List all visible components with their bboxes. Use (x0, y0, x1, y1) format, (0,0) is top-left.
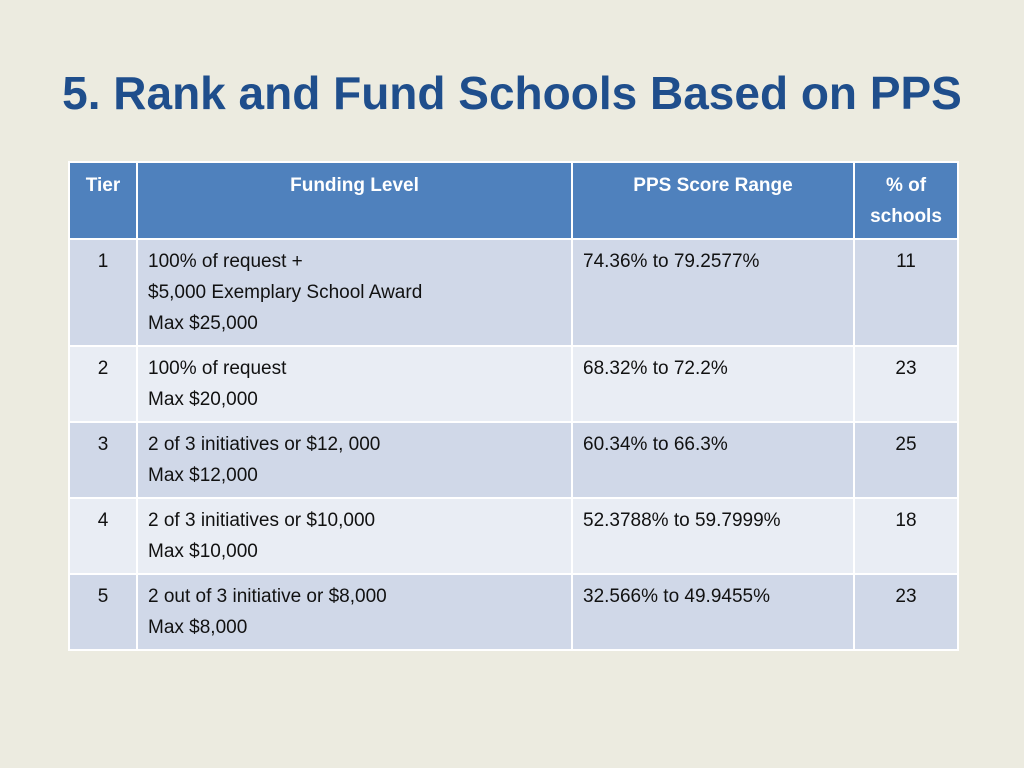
header-percent-of-schools (854, 162, 958, 239)
header-pps-score-range: PPS Score Range (572, 162, 854, 239)
funding-level-cell (137, 574, 572, 650)
funding-line: Max $8,000 (148, 617, 248, 638)
tier-cell: 5 (69, 574, 137, 650)
funding-line: Max $20,000 (148, 389, 258, 410)
funding-line: 2 of 3 initiatives or $12, 000 (148, 434, 381, 455)
table-row (69, 574, 958, 650)
tier-cell: 4 (69, 498, 137, 574)
slide-title: 5. Rank and Fund Schools Based on PPS (62, 67, 962, 119)
funding-level-cell (137, 498, 572, 574)
funding-line: Max $10,000 (148, 541, 258, 562)
tier-cell: 3 (69, 422, 137, 498)
pps-range-cell: 74.36% to 79.2577% (572, 239, 854, 346)
table-row (69, 422, 958, 498)
funding-line: 100% of request (148, 358, 287, 379)
percent-schools-cell: 11 (854, 239, 958, 346)
pps-range-cell: 68.32% to 72.2% (572, 346, 854, 422)
percent-schools-cell: 23 (854, 346, 958, 422)
table-row (69, 498, 958, 574)
funding-level-cell (137, 422, 572, 498)
funding-line: 2 out of 3 initiative or $8,000 (148, 586, 387, 607)
tier-funding-table (68, 161, 959, 651)
funding-line: $5,000 Exemplary School Award (148, 282, 423, 303)
header-percent-line1: % of (885, 175, 927, 196)
pps-range-cell: 32.566% to 49.9455% (572, 574, 854, 650)
header-percent-line2: schools (870, 206, 942, 227)
percent-schools-cell: 25 (854, 422, 958, 498)
tier-cell: 1 (69, 239, 137, 346)
percent-schools-cell: 18 (854, 498, 958, 574)
table-header-row (69, 162, 958, 239)
percent-schools-cell: 23 (854, 574, 958, 650)
funding-line: 2 of 3 initiatives or $10,000 (148, 510, 376, 531)
pps-range-cell: 52.3788% to 59.7999% (572, 498, 854, 574)
pps-range-cell: 60.34% to 66.3% (572, 422, 854, 498)
table-row (69, 346, 958, 422)
table-row (69, 239, 958, 346)
funding-line: Max $12,000 (148, 465, 258, 486)
header-funding-level: Funding Level (137, 162, 572, 239)
header-tier: Tier (69, 162, 137, 239)
funding-line: 100% of request + (148, 251, 303, 272)
funding-line: Max $25,000 (148, 313, 258, 334)
funding-level-cell (137, 346, 572, 422)
funding-level-cell (137, 239, 572, 346)
tier-cell: 2 (69, 346, 137, 422)
